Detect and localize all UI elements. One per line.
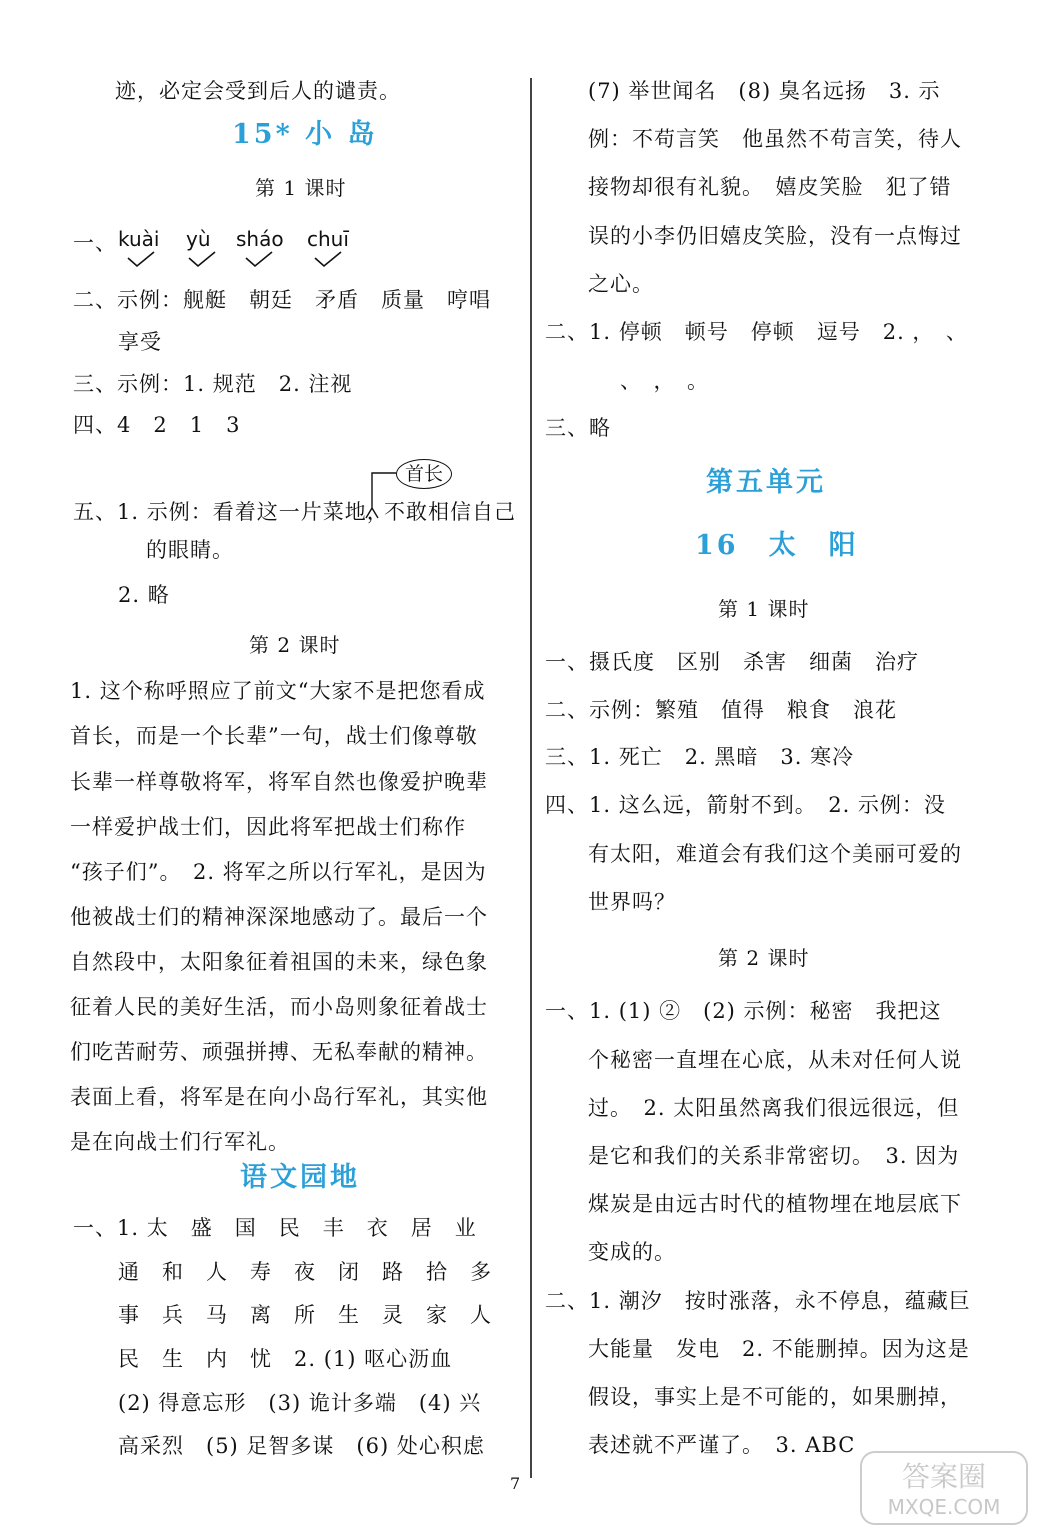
p2-line-2: 、 ， 。	[620, 369, 709, 393]
chinese-garden-title: 语文园地	[240, 1162, 360, 1193]
r-s1-line: 三、1. 死亡 2. 黑暗 3. 寒冷	[545, 745, 855, 769]
r-s2-line: 是它和我们的关系非常密切。 3. 因为	[588, 1144, 960, 1168]
check-mark-icon	[313, 250, 343, 268]
q5-line-1-after: 不敢相信自己	[384, 500, 516, 524]
r-s2-line: 煤炭是由远古时代的植物埋在地层底下	[588, 1192, 962, 1216]
q1-prefix: 一、	[73, 231, 117, 255]
q5-item-2: 2. 略	[118, 583, 170, 607]
lesson-16-session-1-heading: 第 1 课时	[718, 597, 810, 621]
s2-line: 自然段中，太阳象征着祖国的未来，绿色象	[70, 950, 488, 974]
right-top-line: 之心。	[588, 272, 654, 296]
pinyin-3: sháo	[236, 227, 284, 251]
check-mark-icon	[244, 250, 274, 268]
column-divider	[530, 78, 532, 1478]
r-s1-line: 有太阳，难道会有我们这个美丽可爱的	[588, 842, 962, 866]
right-top-line: 误的小李仍旧嬉皮笑脸，没有一点悔过	[588, 224, 962, 248]
garden-line: 高采烈 (5) 足智多谋 (6) 处心积虑	[118, 1434, 485, 1458]
lesson-16-session-2-heading: 第 2 课时	[718, 946, 810, 970]
r-s1-line: 四、1. 这么远，箭射不到。 2. 示例：没	[545, 793, 946, 817]
s2-line: 是在向战士们行军礼。	[70, 1130, 290, 1154]
garden-line: 通 和 人 寿 夜 闭 路 拾 多	[118, 1260, 492, 1284]
s2-line: “孩子们”。 2. 将军之所以行军礼，是因为	[70, 860, 487, 884]
s2-line: 一样爱护战士们，因此将军把战士们称作	[70, 815, 466, 839]
right-top-line: (7) 举世闻名 (8) 臭名远扬 3. 示	[588, 79, 941, 103]
q5-line-1: 五、1. 示例：看着这一片菜地，	[73, 500, 389, 524]
s2-line: 1. 这个称呼照应了前文“大家不是把您看成	[70, 679, 486, 703]
q4: 四、4 2 1 3	[73, 413, 241, 437]
p2-line-1: 二、1. 停顿 顿号 停顿 逗号 2. ， 、	[545, 320, 968, 344]
r-s2-line: 一、1. (1) ② (2) 示例：秘密 我把这	[545, 999, 942, 1023]
r-s1-line: 世界吗？	[588, 890, 676, 914]
unit-5-title: 第五单元	[706, 467, 826, 498]
s2-line: 征着人民的美好生活，而小岛则象征着战士	[70, 995, 488, 1019]
lesson-16-title: 16 太 阳	[695, 530, 859, 561]
pinyin-4: chuī	[307, 227, 349, 251]
garden-line: 事 兵 马 离 所 生 灵 家 人	[118, 1303, 492, 1327]
r-s2-line: 个秘密一直埋在心底，从未对任何人说	[588, 1048, 962, 1072]
svg-text:MXQE.COM: MXQE.COM	[887, 1495, 1001, 1519]
check-mark-icon	[126, 250, 156, 268]
q2-line-2: 享受	[118, 330, 162, 354]
pinyin-1: kuài	[118, 227, 160, 251]
garden-line: (2) 得意忘形 (3) 诡计多端 (4) 兴	[118, 1391, 482, 1415]
r-s2-line: 过。 2. 太阳虽然离我们很远很远，但	[588, 1096, 960, 1120]
right-top-line: 接物却很有礼貌。 嬉皮笑脸 犯了错	[588, 175, 952, 199]
q2-line-1: 二、示例：舰艇 朝廷 矛盾 质量 哼唱	[73, 288, 491, 312]
r-s1-line: 二、示例：繁殖 值得 粮食 浪花	[545, 698, 897, 722]
page-number: 7	[510, 1474, 521, 1493]
q3: 三、示例：1. 规范 2. 注视	[73, 372, 353, 396]
pinyin-2: yù	[186, 227, 211, 251]
q5-line-2: 的眼睛。	[146, 538, 234, 562]
left-continuation-line: 迹，必定会受到后人的谴责。	[115, 79, 401, 103]
r-s2-line: 二、1. 潮汐 按时涨落，永不停息，蕴藏巨	[545, 1289, 971, 1313]
r-s2-line: 表述就不严谨了。 3. ABC	[588, 1433, 856, 1457]
s2-line: 表面上看，将军是在向小岛行军礼，其实他	[70, 1085, 488, 1109]
watermark-logo	[859, 1450, 1029, 1526]
p3: 三、略	[545, 416, 611, 440]
lesson-15-session-1-heading: 第 1 课时	[255, 176, 347, 200]
r-s2-line: 大能量 发电 2. 不能删掉。因为这是	[588, 1337, 970, 1361]
lesson-15-title: 15* 小 岛	[232, 119, 378, 150]
r-s2-line: 假设，事实上是不可能的，如果删掉，	[588, 1385, 962, 1409]
r-s2-line: 变成的。	[588, 1240, 676, 1264]
svg-text:答案圈: 答案圈	[901, 1460, 987, 1493]
s2-line: 们吃苦耐劳、顽强拼搏、无私奉献的精神。	[70, 1040, 488, 1064]
check-mark-icon	[187, 250, 217, 268]
s2-line: 长辈一样尊敬将军，将军自然也像爱护晚辈	[70, 770, 488, 794]
insert-word-bubble: 首长	[396, 459, 452, 489]
s2-line: 他被战士们的精神深深地感动了。最后一个	[70, 905, 488, 929]
r-s1-line: 一、摄氏度 区别 杀害 细菌 治疗	[545, 650, 919, 674]
s2-line: 首长，而是一个长辈”一句，战士们像尊敬	[70, 724, 478, 748]
lesson-15-session-2-heading: 第 2 课时	[249, 633, 341, 657]
garden-line: 一、1. 太 盛 国 民 丰 衣 居 业	[73, 1216, 477, 1240]
right-top-line: 例：不苟言笑 他虽然不苟言笑，待人	[588, 127, 962, 151]
garden-line: 民 生 内 忧 2. (1) 呕心沥血	[118, 1347, 453, 1371]
